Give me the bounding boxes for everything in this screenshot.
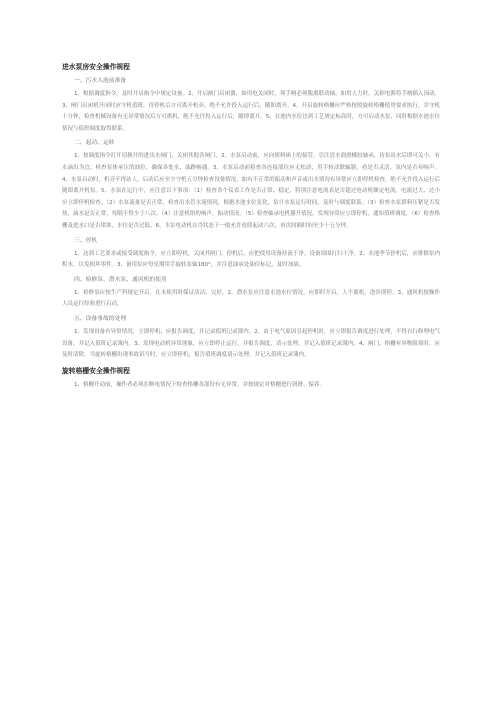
doc-title-rotary-screen: 旋转格栅安全操作规程 — [62, 366, 130, 375]
section-text-rotary-screen: 1、格栅开动前，操作者必须在断电情况下检查格栅各部份有无异常，并按规定对格栅进行润滑、保养。 — [74, 381, 326, 388]
section-text-auxiliary-pumps: 1、检修泵应按生产科规定开启，在未使用时保证清洁、完好。2、潜水泵应注意水池水位情况，应即时开启，人不离机，泡涉即停。3、通风机按操作人员运行经验进行启动。 — [62, 289, 440, 308]
section-heading-shutdown: 三、停机 — [74, 237, 98, 244]
document-page — [62, 62, 440, 394]
section-text-preparation: 1、根据调度指令，及时开启指令中规定设备。2、开启闸门启闭器，如用电关闭时，须手柄必须脱离联动轴。如用人力时，关掉电源将手柄插入顶动。3、闸门启闭机开闭时应守机值班，待停机后方可离开机旁，绝不允许投入运行后，随即离开。4、开启旋转格栅应严格按照旋转格栅使用要求执行，并守机十分钟，检查机械设备有无异常情况后方可离机，绝不允许投入运行后，随即离开。5、在池内水位达到工艺规定标高时，方可启动水泵，同时根据水池水位情况与值班调度取得联系。 — [62, 91, 440, 132]
section-heading-startup: 二、起动、运转 — [74, 140, 115, 147]
section-text-incidents: 1、发现设备有异常情况，立即停机，应报告调度，并记录值班记录簿内。2、由于电气原因引起停机时，应立即报告调度进行处理，不得自行修理电气设备，并记入值班记录簿内。3、发现电动机异常现象，应立即停止运行，并报告调度，请示处理，并记入值班记录簿内。4、闸门、格栅有异物阻塞时，应及时清除，当旋转格栅出现事故讯号时，应立即停机，报告值班调度请示处理，并记入值班记录簿内。 — [62, 328, 440, 359]
section-text-shutdown: 1、达到工艺要求或接受调度指令，应立即停机，关闭其闸门，停机后，应把使用设备挂流于净，设备周围打扫干净。2、水池季节停机后，应排除泵内积水，以免损坏零件。3、备用泵应每星期用手旋转泵轴180°，并注意油承处油位标记，及时加油。 — [62, 250, 440, 269]
doc-title-pump-room: 进水泵房安全操作规程 — [62, 63, 130, 71]
section-text-startup: 1、按调度指令打开切换开的进出水闸门，关闭其他各闸门。2、水泵启动前，应向填料函上的接管，引注清水润滑橡胶轴承，待泵出水后即可关小，有水滴出为宜，检查泵体承压的油位，确保各处水、油路畅通。3、水泵启动前检查各连接部位应无松动，用手转动联轴器，看是否灵活，泵内是否有响声。4、水泵启动时，机旁不得站人，启动后应至少守机五分钟检查设备情况，如有不正常的振动和声音或出水情况有异常应立即停机检查，绝不允许投入运行后随即离开机泵。5、水泵在运行中，应注意以下事项：（1）检查各个仪表工作是否正常、稳定，特别注意电流表是否超过电动机额定电流，电流过大、过小应立即停机检查。（2）水泵流量是否正常，检查出水管水流情况，根据水池水位变化，估计水泵运行时间，及时与调度联系。（3）检查水泵填料压紧是否发热，滴水是否正常，每隔不得少于八次。（4）注意机组的响声，振动情况。（5）检查轴承电机器升情况，发现异常应立即停机，通知值班调度。（6）检查格栅及进水口是否堵塞，水位是否过低。6、水泵电动机在冷状态下一般允许连续起动六次，再次间隔时间至少十五分钟。 — [62, 153, 440, 229]
section-heading-preparation: 一、污水入池前准备 — [74, 78, 127, 84]
section-heading-incidents: 五、设备事故的处理 — [74, 315, 127, 322]
section-heading-auxiliary-pumps: 四、检修泵、潜水泵、通风机的使用 — [74, 276, 167, 283]
